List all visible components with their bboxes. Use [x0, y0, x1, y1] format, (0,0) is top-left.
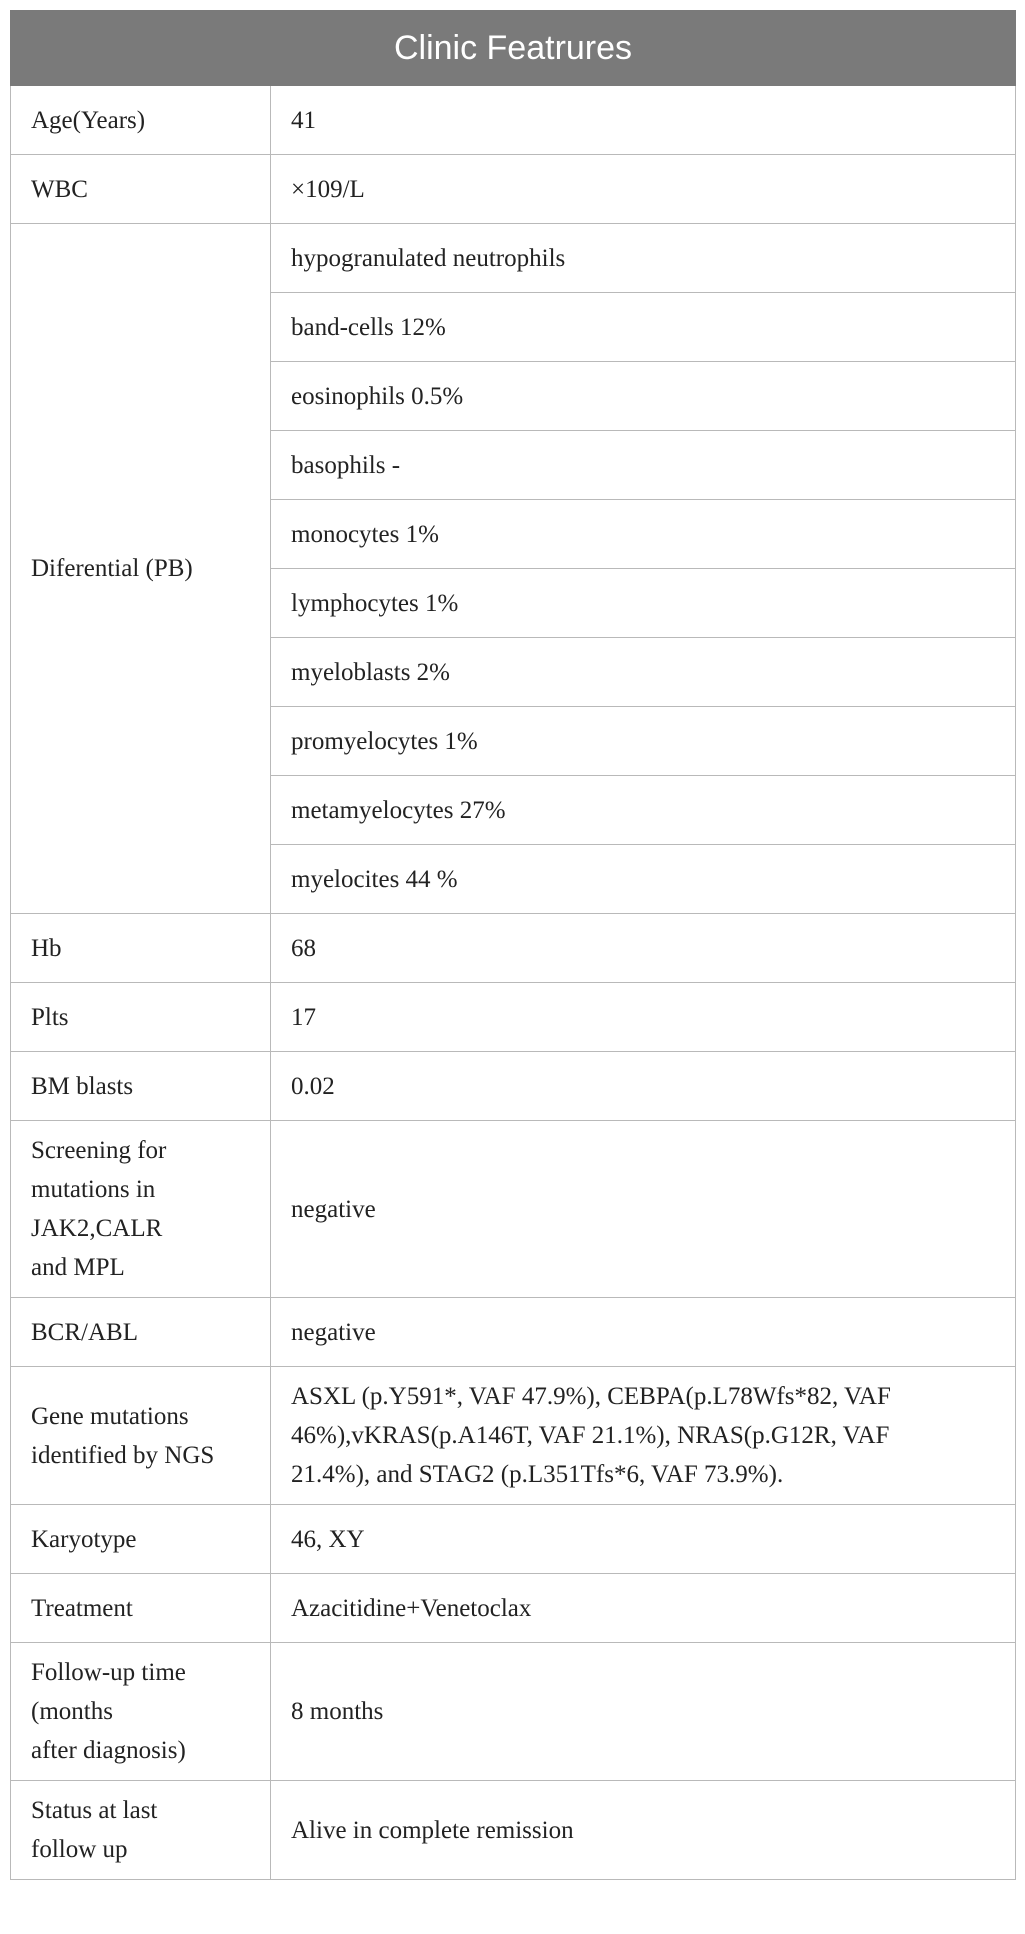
row-label: WBC	[11, 155, 271, 224]
label-line: (months	[31, 1698, 113, 1725]
table-row-wbc	[11, 155, 1016, 224]
differential-value: myeloblasts 2%	[271, 638, 1016, 707]
row-value: 8 months	[271, 1643, 1016, 1781]
table-row-hb	[11, 914, 1016, 983]
row-value: negative	[271, 1121, 1016, 1298]
differential-value: eosinophils 0.5%	[271, 362, 1016, 431]
row-label: Plts	[11, 983, 271, 1052]
table-row-screening	[11, 1121, 1016, 1298]
row-label: BM blasts	[11, 1052, 271, 1121]
table-row-follow-up-time	[11, 1643, 1016, 1781]
differential-value: promyelocytes 1%	[271, 707, 1016, 776]
differential-value: monocytes 1%	[271, 500, 1016, 569]
label-line: follow up	[31, 1836, 128, 1863]
label-line: identified by NGS	[31, 1441, 215, 1469]
differential-value: basophils -	[271, 431, 1016, 500]
table-header-row	[11, 11, 1016, 86]
row-value	[271, 1367, 1016, 1505]
table-row-plts	[11, 983, 1016, 1052]
differential-value: band-cells 12%	[271, 293, 1016, 362]
clinic-features-table-wrapper	[10, 10, 1015, 1880]
row-value: 46, XY	[271, 1505, 1016, 1574]
value-line: ASXL (p.Y591*, VAF 47.9%), CEBPA(p.L78Wfs*82, VAF	[291, 1383, 891, 1410]
label-line: JAK2,CALR	[31, 1215, 163, 1242]
label-line: mutations in	[31, 1176, 156, 1203]
row-value: ×109/L	[271, 155, 1016, 224]
label-line: Status at last	[31, 1797, 158, 1824]
table-row-gene-mutations	[11, 1367, 1016, 1505]
row-value: 0.02	[271, 1052, 1016, 1121]
row-label: Treatment	[11, 1574, 271, 1643]
value-line: 21.4%), and STAG2 (p.L351Tfs*6, VAF 73.9%).	[291, 1461, 784, 1488]
table-row-bcr-abl	[11, 1298, 1016, 1367]
table-row-age	[11, 86, 1016, 155]
differential-value: hypogranulated neutrophils	[271, 224, 1016, 293]
row-value: 17	[271, 983, 1016, 1052]
table-row-treatment	[11, 1574, 1016, 1643]
label-line: Gene mutations	[31, 1402, 189, 1430]
row-label: Hb	[11, 914, 271, 983]
row-label: Age(Years)	[11, 86, 271, 155]
label-line: Screening for	[31, 1137, 167, 1164]
row-value: negative	[271, 1298, 1016, 1367]
differential-value: metamyelocytes 27%	[271, 776, 1016, 845]
row-label: Karyotype	[11, 1505, 271, 1574]
row-label	[11, 1121, 271, 1298]
label-line: after diagnosis)	[31, 1737, 186, 1764]
row-label	[11, 1781, 271, 1880]
label-line: Follow-up time	[31, 1659, 186, 1686]
label-line: and MPL	[31, 1254, 125, 1281]
row-value: Alive in complete remission	[271, 1781, 1016, 1880]
row-label	[11, 1643, 271, 1781]
differential-value: lymphocytes 1%	[271, 569, 1016, 638]
table-row-differential	[11, 224, 1016, 293]
row-value: 68	[271, 914, 1016, 983]
row-value: Azacitidine+Venetoclax	[271, 1574, 1016, 1643]
table-row-karyotype	[11, 1505, 1016, 1574]
clinic-features-table	[10, 10, 1016, 1880]
table-row-status	[11, 1781, 1016, 1880]
table-title: Clinic Featrures	[11, 11, 1016, 86]
table-row-bm-blasts	[11, 1052, 1016, 1121]
row-value: 41	[271, 86, 1016, 155]
row-label: Diferential (PB)	[11, 224, 271, 914]
value-line: 46%),vKRAS(p.A146T, VAF 21.1%), NRAS(p.G12R, VAF	[291, 1422, 890, 1449]
row-label	[11, 1367, 271, 1505]
differential-value: myelocites 44 %	[271, 845, 1016, 914]
row-label: BCR/ABL	[11, 1298, 271, 1367]
